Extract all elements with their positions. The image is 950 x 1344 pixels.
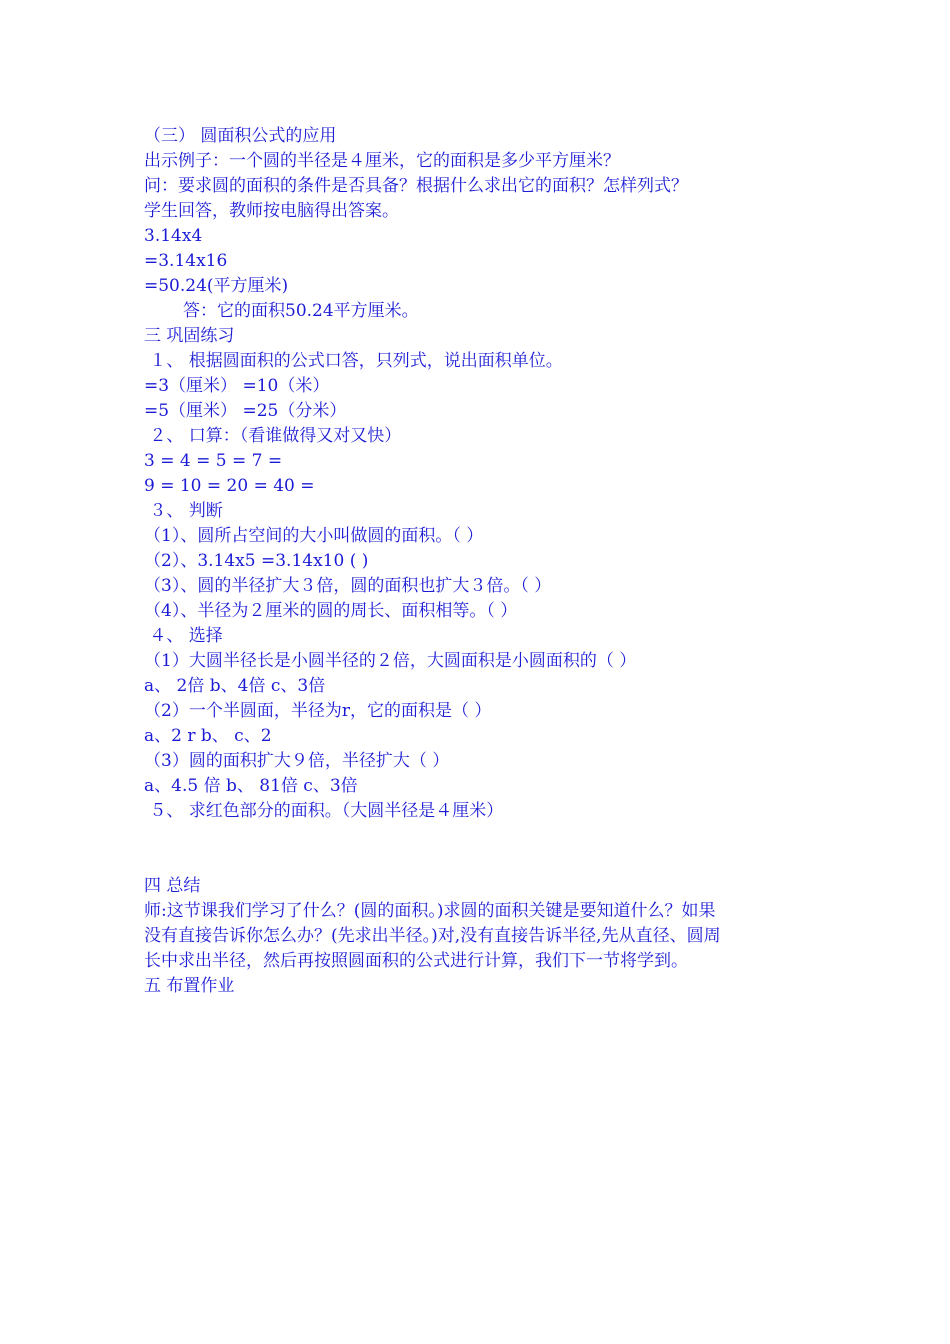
judgement-item-3: （3）、圆的半径扩大３倍，圆的面积也扩大３倍。（ ）: [144, 576, 552, 596]
practice-question-5: ５、 求红色部分的面积。（大圆半径是４厘米）: [144, 801, 504, 821]
summary-line-3: 长中求出半径，然后再按照圆面积的公式进行计算，我们下一节将学到。: [144, 951, 688, 971]
choice-item-2-options: a、2 r b、 c、2: [144, 726, 272, 746]
practice-question-2: ２、 口算：（看谁做得又对又快）: [144, 426, 402, 446]
summary-line-1: 师:这节课我们学习了什么？(圆的面积。)求圆的面积关键是要知道什么？如果: [144, 901, 716, 921]
lesson-document: [144, 124, 824, 999]
choice-item-3: （3）圆的面积扩大９倍，半径扩大（ ）: [144, 751, 450, 771]
student-answer-note: 学生回答，教师按电脑得出答案。: [144, 201, 399, 221]
practice-question-2-line-b: 9 = 10 = 20 = 40 =: [144, 476, 315, 496]
practice-question-1-line-a: =3（厘米） =10（米）: [144, 376, 330, 396]
judgement-item-1: （1）、圆所占空间的大小叫做圆的面积。（ ）: [144, 526, 484, 546]
choice-item-3-options: a、4.5 倍 b、 81倍 c、3倍: [144, 776, 358, 796]
practice-question-1-line-b: =5（厘米） =25（分米）: [144, 401, 347, 421]
blank-spacer: [144, 849, 824, 874]
section-heading-formula-application: （三） 圆面积公式的应用: [144, 126, 337, 146]
practice-question-3: ３、 判断: [144, 501, 223, 521]
choice-item-1: （1）大圆半径长是小圆半径的２倍，大圆面积是小圆面积的（ ）: [144, 651, 637, 671]
calculation-step-1: 3.14x4: [144, 226, 203, 246]
practice-question-1: １、 根据圆面积的公式口答，只列式，说出面积单位。: [144, 351, 563, 371]
blank-spacer: [144, 824, 824, 849]
example-problem: 出示例子：一个圆的半径是４厘米，它的面积是多少平方厘米？: [144, 151, 620, 171]
choice-item-1-options: a、 2倍 b、4倍 c、3倍: [144, 676, 326, 696]
judgement-item-2: （2）、3.14x5 =3.14x10 ( ): [144, 551, 369, 571]
section-heading-summary: 四 总结: [144, 876, 201, 896]
example-answer: 答：它的面积50.24平方厘米。: [183, 301, 419, 321]
judgement-item-4: （4）、半径为２厘米的圆的周长、面积相等。（ ）: [144, 601, 518, 621]
practice-question-4: ４、 选择: [144, 626, 223, 646]
calculation-step-3: =50.24(平方厘米): [144, 276, 289, 296]
practice-question-2-line-a: 3 = 4 = 5 = 7 =: [144, 451, 283, 471]
teacher-question: 问：要求圆的面积的条件是否具备？根据什么求出它的面积？怎样列式？: [144, 176, 688, 196]
summary-line-2: 没有直接告诉你怎么办？(先求出半径。)对,没有直接告诉半径,先从直径、圆周: [144, 926, 721, 946]
section-heading-homework: 五 布置作业: [144, 976, 235, 996]
section-heading-practice: 三 巩固练习: [144, 326, 235, 346]
choice-item-2: （2）一个半圆面，半径为r，它的面积是（ ）: [144, 701, 492, 721]
calculation-step-2: =3.14x16: [144, 251, 228, 271]
